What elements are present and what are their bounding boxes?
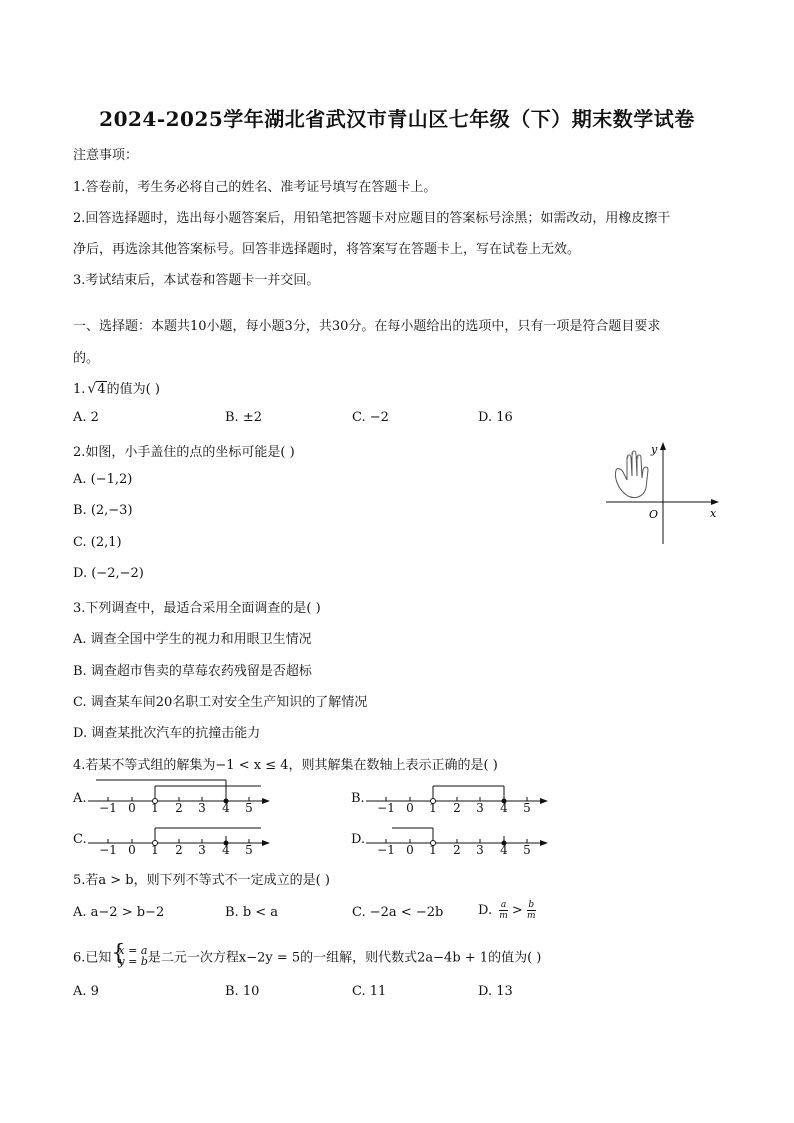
tick-label: 4 [500, 801, 508, 815]
notice-heading: 注意事项： [73, 148, 139, 163]
tick-label: 1 [429, 843, 437, 857]
q1-option-b[interactable]: B. ±2 [225, 410, 262, 425]
question-6 [73, 941, 542, 968]
question-1 [73, 378, 160, 397]
q5-option-d[interactable] [478, 900, 536, 921]
q3-option-c[interactable]: C. 调查某车间20名职工对安全生产知识的了解情况 [73, 695, 368, 710]
question-number: 1. [73, 382, 86, 397]
tick-label: 4 [222, 843, 230, 857]
x-label: x [710, 507, 717, 520]
q5-option-b[interactable]: B. b < a [225, 905, 279, 920]
tick-label: 4 [500, 843, 508, 857]
tick-label: 5 [245, 801, 253, 815]
tick-label: 0 [128, 843, 136, 857]
question-prefix: 6.已知 [73, 950, 112, 966]
tick-label: 1 [151, 801, 159, 815]
question-3: 3.下列调查中，最适合采用全面调查的是( ) [73, 601, 321, 616]
tick-label: 2 [453, 843, 461, 857]
sqrt-symbol: √4 [87, 381, 106, 397]
section-heading-cont: 的。 [73, 351, 100, 366]
origin-label: O [649, 508, 659, 521]
q1-option-d[interactable]: D. 16 [478, 410, 513, 425]
q2-option-a[interactable]: A. (−1,2) [73, 472, 133, 487]
y-label: y [651, 443, 658, 456]
question-stem: 的值为( ) [106, 382, 160, 397]
q2-option-c[interactable]: C. (2,1) [73, 535, 122, 550]
q6-option-a[interactable]: A. 9 [73, 984, 99, 999]
tick-label: 0 [406, 801, 414, 815]
tick-label: 2 [175, 801, 183, 815]
tick-label: 5 [245, 843, 253, 857]
gt-sign: > [511, 903, 523, 918]
page-title: 2024-2025学年湖北省武汉市青山区七年级（下）期末数学试卷 [99, 107, 695, 131]
question-stem: 是二元一次方程x−2y = 5的一组解，则代数式2a−4b + 1的值为( ) [147, 950, 542, 966]
question-4: 4.若某不等式组的解集为−1 < x ≤ 4，则其解集在数轴上表示正确的是( ) [73, 758, 498, 773]
q1-option-c[interactable]: C. −2 [352, 410, 389, 425]
q3-option-d[interactable]: D. 调查某批次汽车的抗撞击能力 [73, 726, 261, 741]
q6-option-b[interactable]: B. 10 [225, 984, 260, 999]
notice-item-3: 3.考试结束后，本试卷和答题卡一并交回。 [73, 273, 320, 288]
q4-label-c[interactable]: C. [73, 832, 87, 847]
tick-label: 1 [429, 801, 437, 815]
tick-label: 2 [175, 843, 183, 857]
tick-label: 5 [523, 843, 531, 857]
tick-label: 0 [128, 801, 136, 815]
tick-label: 3 [476, 843, 484, 857]
tick-label: 0 [406, 843, 414, 857]
notice-item-2: 2.回答选择题时，选出每小题答案后，用铅笔把答题卡对应题目的答案标号涂黑；如需改动，用橡皮擦干 [73, 211, 671, 226]
tick-label: 1 [151, 843, 159, 857]
hand-icon [616, 451, 649, 498]
q4-label-b[interactable]: B. [351, 791, 365, 806]
tick-label: 2 [453, 801, 461, 815]
tick-label: 3 [198, 801, 206, 815]
q5-option-c[interactable]: C. −2a < −2b [352, 905, 444, 920]
q6-option-c[interactable]: C. 11 [352, 984, 387, 999]
q3-option-a[interactable]: A. 调查全国中学生的视力和用眼卫生情况 [73, 632, 312, 647]
x-arrow-icon [711, 499, 719, 505]
q4-label-a[interactable]: A. [73, 791, 87, 806]
equation-system: { x = a y = b [111, 941, 148, 968]
q4-label-d[interactable]: D. [351, 832, 366, 847]
tick-label: −1 [99, 843, 117, 857]
y-arrow-icon [660, 442, 666, 450]
radicand: 4 [97, 382, 106, 397]
fraction-a-over-m: $\frac{a}{m}$ [499, 900, 508, 921]
q1-option-a[interactable]: A. 2 [73, 410, 99, 425]
fraction-b-over-m: $\frac{b}{m}$ [526, 900, 536, 921]
tick-label: −1 [377, 801, 395, 815]
q3-option-b[interactable]: B. 调查超市售卖的草莓农药残留是否超标 [73, 664, 312, 679]
tick-label: −1 [99, 801, 117, 815]
tick-label: 4 [222, 801, 230, 815]
q5-option-a[interactable]: A. a−2 > b−2 [73, 905, 165, 920]
notice-item-1: 1.答卷前，考生务必将自己的姓名、准考证号填写在答题卡上。 [73, 180, 437, 195]
tick-label: −1 [377, 843, 395, 857]
q2-option-d[interactable]: D. (−2,−2) [73, 566, 144, 581]
tick-label: 3 [198, 843, 206, 857]
tick-label: 3 [476, 801, 484, 815]
q6-option-d[interactable]: D. 13 [478, 984, 513, 999]
q2-option-b[interactable]: B. (2,−3) [73, 503, 133, 518]
tick-label: 5 [523, 801, 531, 815]
question-5: 5.若a > b，则下列不等式不一定成立的是( ) [73, 873, 330, 888]
notice-item-2-cont: 净后，再选涂其他答案标号。回答非选择题时，将答案写在答题卡上，写在试卷上无效。 [73, 242, 581, 257]
section-heading: 一、选择题：本题共10小题，每小题3分，共30分。在每小题给出的选项中，只有一项是符合题目要求 [73, 319, 661, 334]
coordinate-figure [606, 440, 726, 550]
question-2: 2.如图，小手盖住的点的坐标可能是( ) [73, 445, 295, 460]
option-letter: D. [478, 903, 493, 918]
